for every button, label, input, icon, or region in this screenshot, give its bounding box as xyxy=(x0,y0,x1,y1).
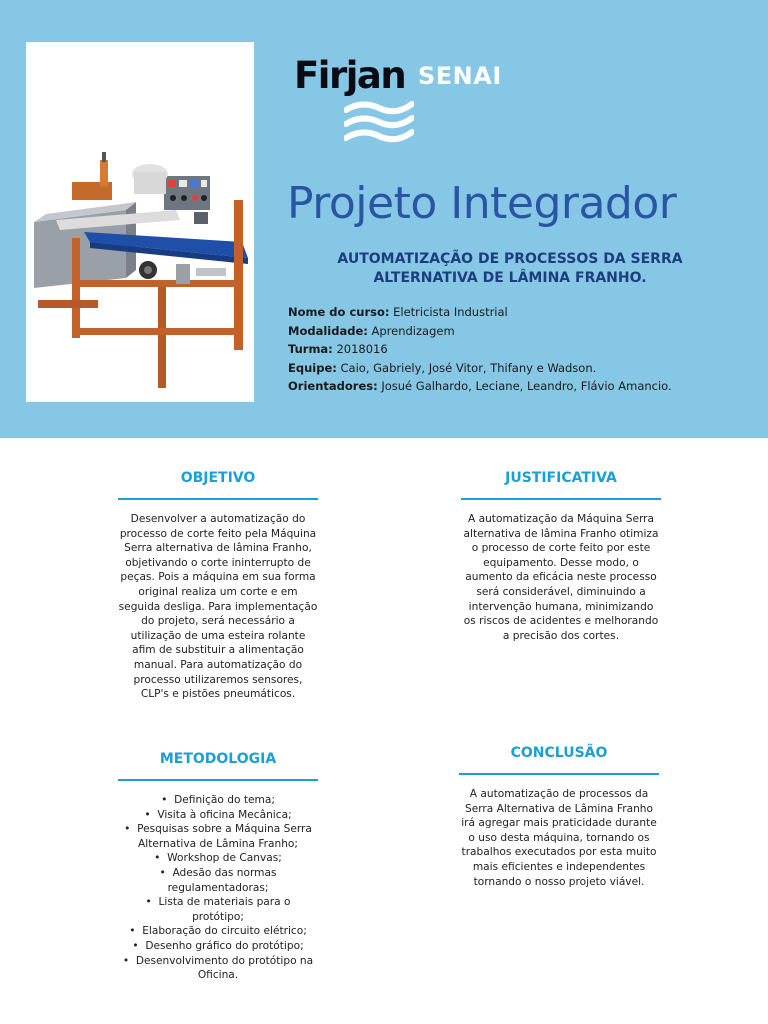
section-conclusao xyxy=(459,745,659,889)
info-orientadores xyxy=(288,377,672,396)
section-metodologia-title: METODOLOGIA xyxy=(159,751,277,767)
info-modalidade-label: Modalidade: xyxy=(288,323,368,338)
info-curso-label: Nome do curso: xyxy=(288,305,390,319)
divider xyxy=(118,779,318,781)
divider xyxy=(461,498,661,500)
divider xyxy=(118,498,318,500)
project-subtitle: AUTOMATIZAÇÃO DE PROCESSOS DA SERRA ALTERNATIVA DE LÂMINA FRANHO. xyxy=(337,251,683,286)
section-objetivo-title: OBJETIVO xyxy=(180,470,256,486)
info-equipe-value: Caio, Gabriely, José Vitor, Thifany e Wadson. xyxy=(336,360,597,375)
info-curso xyxy=(288,303,672,322)
list-item: • Definição do tema; xyxy=(118,793,318,808)
project-info xyxy=(288,303,672,396)
waves-icon xyxy=(344,98,414,150)
list-item: • Adesão das normas regulamentadoras; xyxy=(118,866,318,895)
section-objetivo-text: Desenvolver a automatização do processo de corte feito pela Máquina Serra alternativa de lâmina Franho, objetivando o corte ininterrupto de peças. Pois a máquina em sua forma original realiza um corte e em seguida desliga. Para implementação do projeto, será necessário a utilização de uma esteira rolante afim de substituir a alimentação manual. Para automatização do processo utilizaremos sensores, CLP's e pistões pneumáticos. xyxy=(118,513,318,701)
info-modalidade xyxy=(288,322,672,341)
info-equipe-label: Equipe: xyxy=(288,360,337,375)
info-curso-value: Eletricista Industrial xyxy=(389,305,508,319)
machine-photo xyxy=(26,42,254,402)
metodologia-list xyxy=(118,793,318,983)
info-turma-label: Turma: xyxy=(288,342,333,356)
saw-machine-illustration xyxy=(26,42,254,402)
info-turma xyxy=(288,340,672,359)
section-metodologia xyxy=(118,751,318,983)
header-banner xyxy=(0,0,768,438)
list-item: • Workshop de Canvas; xyxy=(118,851,318,866)
list-item: • Visita à oficina Mecânica; xyxy=(118,808,318,823)
info-modalidade-value: Aprendizagem xyxy=(367,323,455,338)
section-justificativa-text: A automatização da Máquina Serra alternativa de lâmina Franho otimiza o processo de corte feito por este equipamento. Desse modo, o aumento da eficácia neste processo será considerável, diminuindo a intervenção humana, minimizando os riscos de acidentes e melhorando a precisão dos cortes. xyxy=(463,513,659,642)
firjan-senai-logo xyxy=(294,54,534,154)
info-turma-value: 2018016 xyxy=(332,342,388,356)
info-orientadores-label: Orientadores: xyxy=(288,379,378,393)
list-item: • Elaboração do circuito elétrico; xyxy=(118,924,318,939)
section-conclusao-title: CONCLUSÃO xyxy=(510,745,608,761)
list-item: • Pesquisas sobre a Máquina Serra Alternativa de Lâmina Franho; xyxy=(118,822,318,851)
list-item: • Lista de materiais para o protótipo; xyxy=(118,895,318,924)
list-item: • Desenho gráfico do protótipo; xyxy=(118,939,318,954)
section-conclusao-text: A automatização de processos da Serra Alternativa de Lâmina Franho irá agregar mais praticidade durante o uso desta máquina, tornando os trabalhos executados por esta muito mais eficientes e independentes tornando o nosso projeto viável. xyxy=(461,788,657,888)
divider xyxy=(459,773,659,775)
logo-firjan-text: Firjan xyxy=(294,54,406,97)
section-justificativa-title: JUSTIFICATIVA xyxy=(505,470,617,486)
page-title: Projeto Integrador xyxy=(287,178,677,229)
section-objetivo xyxy=(118,470,318,702)
info-equipe xyxy=(288,359,672,378)
logo-senai-text: SENAI xyxy=(418,62,502,90)
list-item: • Desenvolvimento do protótipo na Oficina. xyxy=(118,954,318,983)
section-justificativa xyxy=(461,470,661,643)
info-orientadores-value: Josué Galhardo, Leciane, Leandro, Flávio Amancio. xyxy=(377,379,672,393)
